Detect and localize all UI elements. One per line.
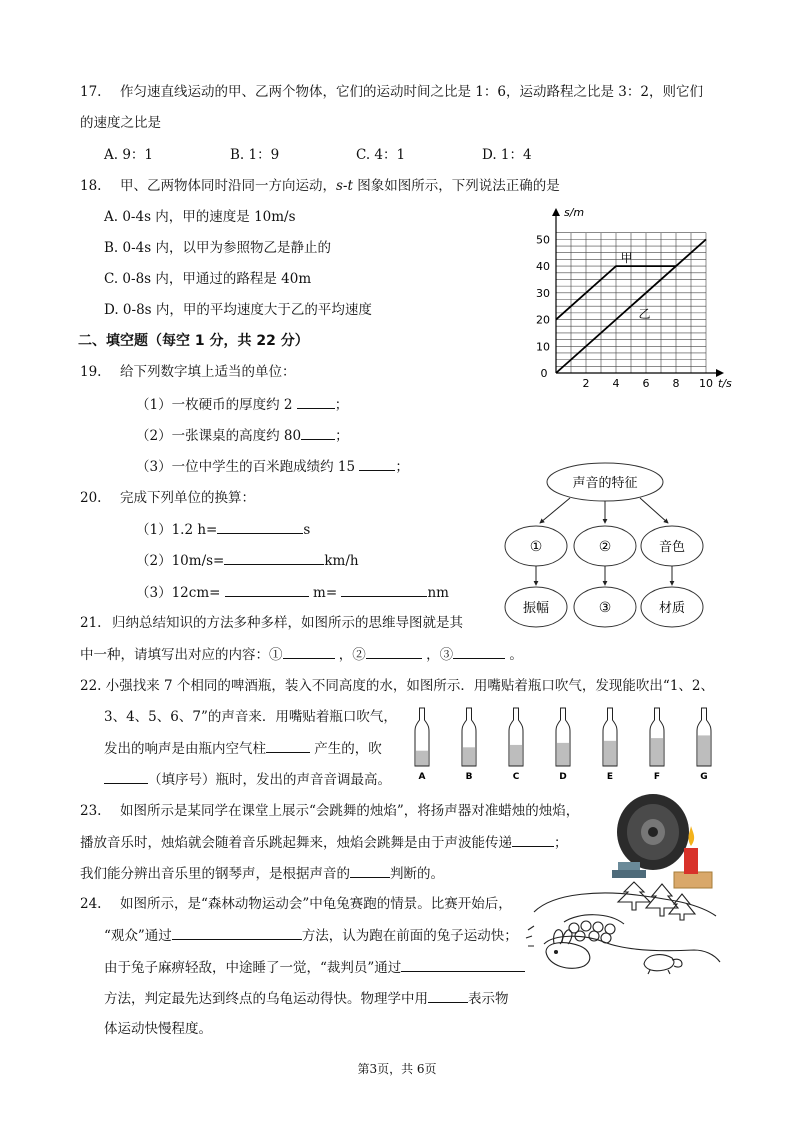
q22-blank-2[interactable] (104, 769, 148, 784)
q20-stem: 完成下列单位的换算： (120, 490, 255, 506)
q20-blank-1[interactable] (217, 519, 303, 534)
y-tick-label: 40 (536, 260, 550, 274)
svg-text:③: ③ (598, 600, 612, 616)
x-tick-label: 6 (642, 377, 650, 390)
q17-number: 17. (80, 84, 102, 100)
bottle-label: E (606, 772, 614, 782)
x-tick-label: 10 (699, 377, 713, 390)
q24-stem-line4: 方法，判定最先达到终点的乌龟运动得快。物理学中用 表示物 (104, 988, 509, 1009)
bottle-e (603, 708, 617, 782)
q23-blank-1[interactable] (512, 832, 554, 847)
section-title-fill-in: 二、填空题（每空 1 分，共 22 分） (78, 333, 309, 349)
q17-option-a: A. 9：1 (104, 147, 154, 163)
bottle-d (556, 708, 570, 782)
q24-blank-2[interactable] (401, 957, 525, 972)
series-label-yi: 乙 (638, 307, 651, 322)
tortoise-hare-illustration (524, 882, 724, 987)
speaker-candle-illustration (598, 790, 728, 890)
q18-option-b: B. 0-4s 内，以甲为参照物乙是静止的 (104, 240, 331, 256)
q24-stem: 如图所示，是“森林动物运动会”中龟兔赛跑的情景。比赛开始后， (120, 896, 512, 912)
st-graph (528, 200, 732, 400)
q24-stem-line3: 由于兔子麻痹轻敌，中途睡了一觉，“裁判员”通过 (104, 957, 525, 978)
page-footer: 第3页，共 6页 (357, 1062, 437, 1076)
y-tick-label: 30 (536, 286, 550, 300)
q19-blank-1[interactable] (297, 394, 335, 409)
q19-number: 19. (80, 364, 102, 380)
q17-stem-cont: 的速度之比是 (80, 115, 161, 131)
y-axis-arrow (552, 208, 560, 216)
q21-blank-3[interactable] (453, 644, 505, 659)
water-fill (651, 738, 663, 766)
y-tick-label: 10 (536, 340, 550, 354)
q24-blank-1[interactable] (172, 925, 302, 940)
bottle-label: G (700, 772, 708, 782)
q20-blank-3a[interactable] (225, 582, 309, 597)
q23-number: 23. (80, 803, 102, 819)
bottle-b (462, 708, 476, 782)
bottle-a (415, 708, 429, 782)
q20-number: 20. (80, 490, 102, 506)
q18-option-c: C. 0-8s 内，甲通过的路程是 40m (104, 271, 312, 287)
q21-blank-1[interactable] (283, 644, 335, 659)
q17-option-b: B. 1：9 (230, 147, 280, 163)
q20-item-2: （2）10m/s= km/h (136, 550, 359, 571)
svg-text:①: ① (529, 539, 543, 555)
water-fill (698, 735, 710, 766)
q18-number: 18. (80, 178, 102, 194)
q18-stem: 甲、乙两物体同时沿同一方向运动，s-t 图象如图所示，下列说法正确的是 (120, 178, 560, 194)
x-axis-label: t/s (718, 377, 732, 390)
svg-text:材质: 材质 (658, 601, 686, 616)
q18-option-d: D. 0-8s 内，甲的平均速度大于乙的平均速度 (104, 302, 372, 318)
water-fill (416, 751, 428, 766)
x-tick-label: 0 (540, 367, 548, 380)
water-fill (557, 743, 569, 766)
bottle-label: F (653, 772, 661, 782)
q19-blank-2[interactable] (301, 425, 335, 440)
tortoise-icon (644, 955, 674, 971)
q21-blank-2[interactable] (366, 644, 422, 659)
q21-number: 21. (80, 615, 102, 631)
q24-number: 24. (80, 896, 102, 912)
svg-text:振幅: 振幅 (522, 601, 550, 616)
q22-stem-line3: 发出的响声是由瓶内空气柱 产生的，吹 (104, 738, 382, 759)
q22-stem-cont: 3、4、5、6、7”的声音来．用嘴贴着瓶口吹气， (104, 709, 397, 725)
y-tick-label: 50 (536, 233, 550, 247)
q22-blank-1[interactable] (266, 738, 310, 753)
q24-blank-3[interactable] (428, 988, 468, 1003)
q19-item-1: （1）一枚硬币的厚度约 2 ； (136, 394, 348, 415)
q20-item-3: （3）12cm= m= nm (136, 582, 449, 603)
svg-text:②: ② (598, 539, 612, 555)
x-tick-label: 2 (582, 377, 590, 390)
q19-stem: 给下列数字填上适当的单位： (120, 364, 296, 380)
sound-features-mindmap (500, 460, 710, 635)
q20-blank-2[interactable] (224, 550, 324, 565)
series-label-jia: 甲 (620, 251, 633, 266)
svg-text:音色: 音色 (658, 540, 686, 555)
x-tick-label: 8 (672, 377, 680, 390)
bottle-c (509, 708, 523, 782)
q18-option-a: A. 0-4s 内，甲的速度是 10m/s (104, 209, 296, 225)
y-tick-label: 20 (536, 313, 550, 327)
x-tick-label: 4 (612, 377, 620, 390)
bottle-label: C (512, 772, 520, 782)
q17-option-d: D. 1：4 (482, 147, 532, 163)
candle-icon (684, 848, 698, 874)
bottle-g (697, 708, 711, 782)
bottle-label: B (465, 772, 473, 782)
y-axis-label: s/m (564, 206, 585, 219)
q21-stem-cont: 中一种，请填写出对应的内容：① ，② ，③ 。 (80, 644, 523, 665)
q23-stem-cont: 播放音乐时，烛焰就会随着音乐跳起舞来，烛焰会跳舞是由于声波能传递 ； (80, 832, 568, 853)
q19-blank-3[interactable] (359, 456, 395, 471)
bottle-label: A (418, 772, 426, 782)
q24-stem-line2: “观众”通过 方法，认为跑在前面的兔子运动快； (104, 925, 518, 946)
q21-stem: 归纳总结知识的方法多种多样，如图所示的思维导图就是其 (112, 615, 463, 631)
flame-icon (689, 826, 695, 846)
q20-blank-3b[interactable] (341, 582, 427, 597)
q23-stem-line3: 我们能分辨出音乐里的钢琴声，是根据声音的 判断的。 (80, 863, 444, 884)
q22-stem: 22. 小强找来 7 个相同的啤酒瓶，装入不同高度的水，如图所示．用嘴贴着瓶口吹气，发现能吹出“1、2、 (80, 678, 715, 694)
bottle-label: D (559, 772, 567, 782)
q23-blank-2[interactable] (350, 863, 390, 878)
q24-stem-line5: 体运动快慢程度。 (104, 1021, 212, 1037)
bottles-figure (404, 706, 724, 782)
mindmap-root-label: 声音的特征 (572, 476, 638, 491)
q19-item-2: （2）一张课桌的高度约 80 ； (136, 425, 349, 446)
water-fill (604, 741, 616, 766)
q17-option-c: C. 4：1 (356, 147, 406, 163)
water-fill (510, 745, 522, 766)
q22-stem-line4: （填序号）瓶时，发出的声音音调最高。 (104, 769, 391, 790)
x-axis-arrow (716, 369, 724, 377)
water-fill (463, 747, 475, 766)
q19-item-3: （3）一位中学生的百米跑成绩约 15 ； (136, 456, 409, 477)
q23-stem: 如图所示是某同学在课堂上展示“会跳舞的烛焰”，将扬声器对准蜡烛的烛焰， (120, 803, 580, 819)
hare-icon (546, 943, 590, 969)
q20-item-1: （1）1.2 h= s (136, 519, 310, 540)
bottle-f (650, 708, 664, 782)
q17-stem: 作匀速直线运动的甲、乙两个物体，它们的运动时间之比是 1：6，运动路程之比是 3：2，则它们 (120, 84, 703, 100)
